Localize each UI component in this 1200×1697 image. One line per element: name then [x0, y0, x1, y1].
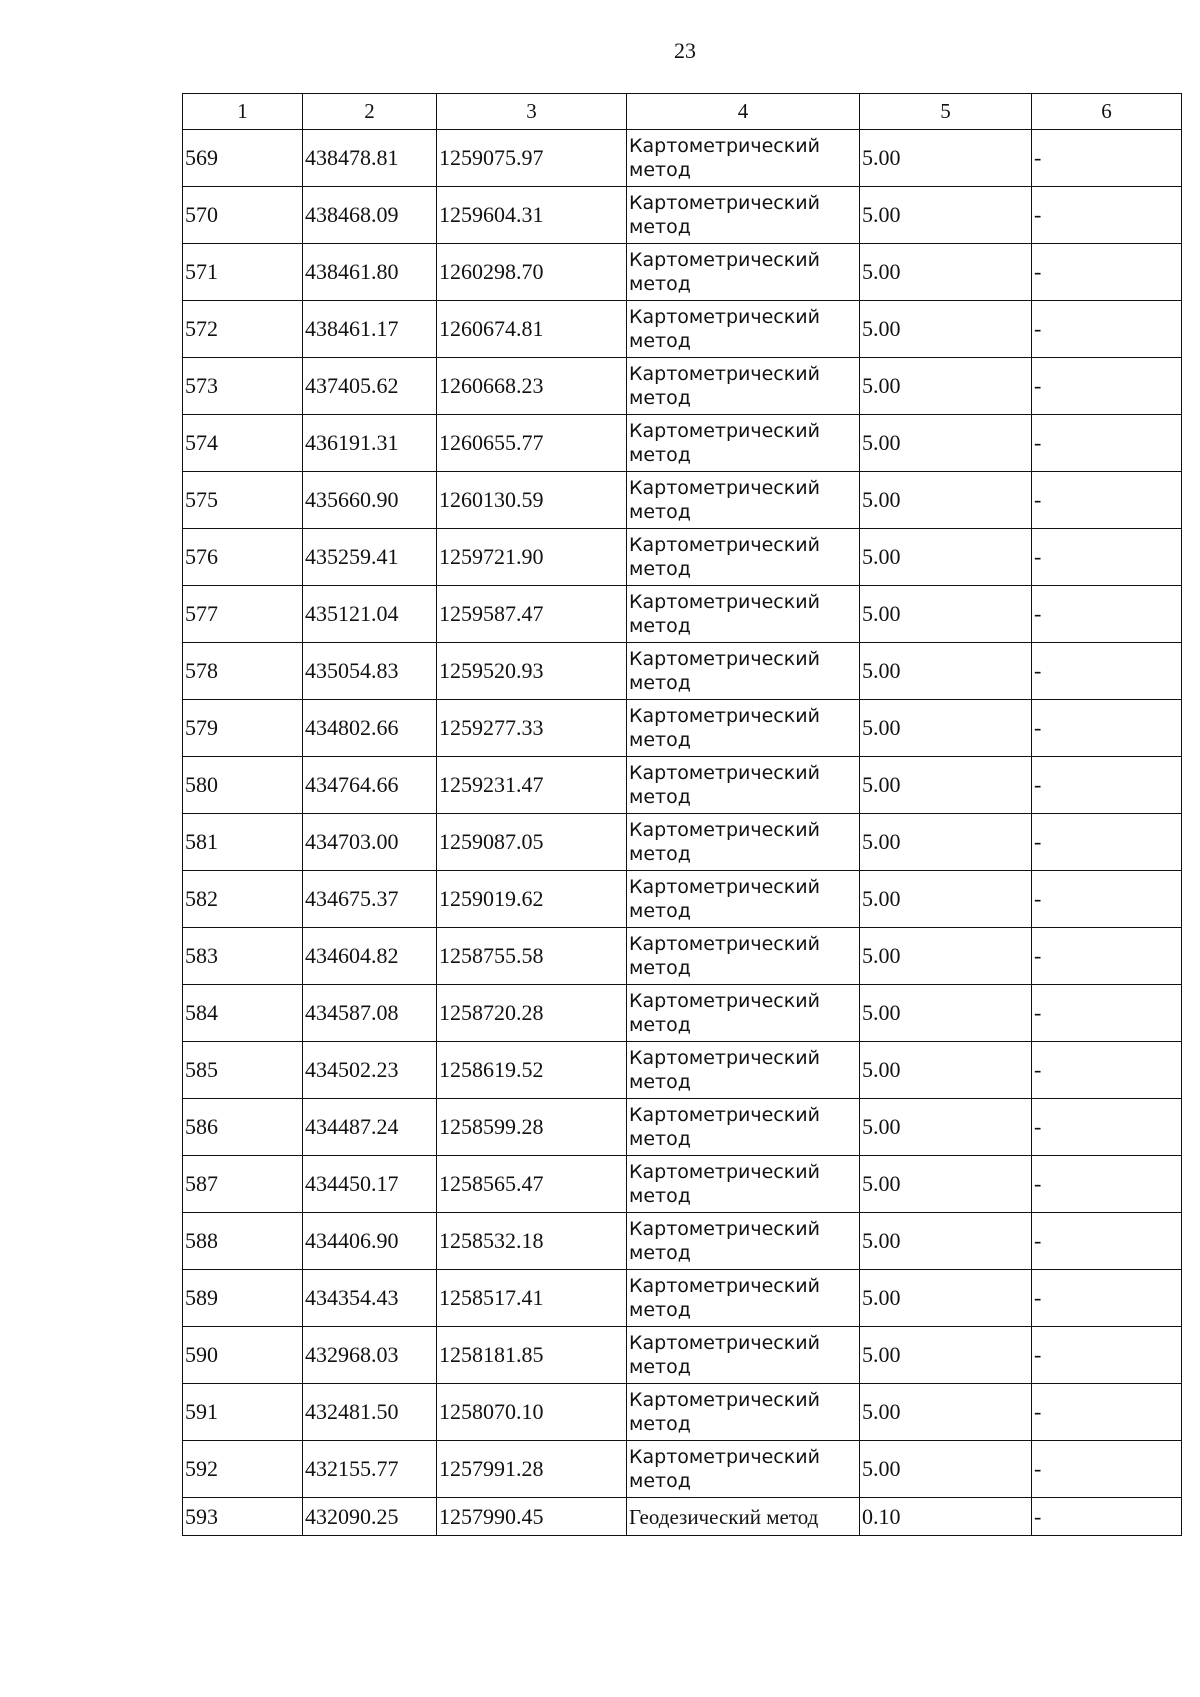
- method-cell: Картометрический метод: [627, 985, 860, 1042]
- table-row: [183, 928, 1182, 985]
- note-cell: -: [1032, 985, 1182, 1042]
- y-coordinate-cell: 1259087.05: [437, 814, 627, 871]
- accuracy-cell: 5.00: [860, 1384, 1032, 1441]
- y-coordinate-cell: 1257990.45: [437, 1498, 627, 1536]
- x-coordinate-cell: 438468.09: [303, 187, 437, 244]
- method-cell: Геодезический метод: [627, 1498, 860, 1536]
- point-number-cell: 571: [183, 244, 303, 301]
- x-coordinate-cell: 437405.62: [303, 358, 437, 415]
- accuracy-cell: 0.10: [860, 1498, 1032, 1536]
- note-cell: -: [1032, 586, 1182, 643]
- point-number-cell: 582: [183, 871, 303, 928]
- y-coordinate-cell: 1258599.28: [437, 1099, 627, 1156]
- accuracy-cell: 5.00: [860, 814, 1032, 871]
- column-header-3: 3: [437, 94, 627, 130]
- note-cell: -: [1032, 1270, 1182, 1327]
- x-coordinate-cell: 435259.41: [303, 529, 437, 586]
- table-row: [183, 985, 1182, 1042]
- y-coordinate-cell: 1260674.81: [437, 301, 627, 358]
- method-cell: Картометрический метод: [627, 301, 860, 358]
- note-cell: -: [1032, 700, 1182, 757]
- accuracy-cell: 5.00: [860, 1213, 1032, 1270]
- table-body: [183, 130, 1182, 1536]
- x-coordinate-cell: 432968.03: [303, 1327, 437, 1384]
- point-number-cell: 577: [183, 586, 303, 643]
- table-row: [183, 301, 1182, 358]
- point-number-cell: 587: [183, 1156, 303, 1213]
- table-row: [183, 1213, 1182, 1270]
- note-cell: -: [1032, 1327, 1182, 1384]
- method-cell: Картометрический метод: [627, 700, 860, 757]
- y-coordinate-cell: 1258720.28: [437, 985, 627, 1042]
- table-row: [183, 1498, 1182, 1536]
- method-cell: Картометрический метод: [627, 871, 860, 928]
- accuracy-cell: 5.00: [860, 1042, 1032, 1099]
- note-cell: -: [1032, 1384, 1182, 1441]
- table-row: [183, 472, 1182, 529]
- note-cell: -: [1032, 244, 1182, 301]
- method-cell: Картометрический метод: [627, 1327, 860, 1384]
- header-row: [183, 94, 1182, 130]
- y-coordinate-cell: 1259604.31: [437, 187, 627, 244]
- table-row: [183, 700, 1182, 757]
- method-cell: Картометрический метод: [627, 415, 860, 472]
- note-cell: -: [1032, 871, 1182, 928]
- table-row: [183, 814, 1182, 871]
- method-cell: Картометрический метод: [627, 814, 860, 871]
- x-coordinate-cell: 438461.80: [303, 244, 437, 301]
- table-row: [183, 1270, 1182, 1327]
- x-coordinate-cell: 432090.25: [303, 1498, 437, 1536]
- point-number-cell: 589: [183, 1270, 303, 1327]
- note-cell: -: [1032, 814, 1182, 871]
- note-cell: -: [1032, 301, 1182, 358]
- y-coordinate-cell: 1260655.77: [437, 415, 627, 472]
- point-number-cell: 584: [183, 985, 303, 1042]
- point-number-cell: 592: [183, 1441, 303, 1498]
- note-cell: -: [1032, 1498, 1182, 1536]
- x-coordinate-cell: 432481.50: [303, 1384, 437, 1441]
- method-cell: Картометрический метод: [627, 1042, 860, 1099]
- note-cell: -: [1032, 415, 1182, 472]
- method-cell: Картометрический метод: [627, 358, 860, 415]
- x-coordinate-cell: 432155.77: [303, 1441, 437, 1498]
- y-coordinate-cell: 1260668.23: [437, 358, 627, 415]
- accuracy-cell: 5.00: [860, 130, 1032, 187]
- page-number: 23: [674, 38, 696, 63]
- x-coordinate-cell: 435054.83: [303, 643, 437, 700]
- accuracy-cell: 5.00: [860, 586, 1032, 643]
- table-row: [183, 187, 1182, 244]
- y-coordinate-cell: 1258070.10: [437, 1384, 627, 1441]
- point-number-cell: 580: [183, 757, 303, 814]
- y-coordinate-cell: 1259019.62: [437, 871, 627, 928]
- x-coordinate-cell: 438478.81: [303, 130, 437, 187]
- table-row: [183, 244, 1182, 301]
- x-coordinate-cell: 434406.90: [303, 1213, 437, 1270]
- note-cell: -: [1032, 1099, 1182, 1156]
- x-coordinate-cell: 435660.90: [303, 472, 437, 529]
- accuracy-cell: 5.00: [860, 928, 1032, 985]
- method-cell: Картометрический метод: [627, 1384, 860, 1441]
- table-row: [183, 757, 1182, 814]
- point-number-cell: 591: [183, 1384, 303, 1441]
- point-number-cell: 573: [183, 358, 303, 415]
- method-cell: Картометрический метод: [627, 472, 860, 529]
- column-header-1: 1: [183, 94, 303, 130]
- column-header-4: 4: [627, 94, 860, 130]
- point-number-cell: 574: [183, 415, 303, 472]
- point-number-cell: 579: [183, 700, 303, 757]
- method-cell: Картометрический метод: [627, 1156, 860, 1213]
- point-number-cell: 590: [183, 1327, 303, 1384]
- method-cell: Картометрический метод: [627, 928, 860, 985]
- column-header-5: 5: [860, 94, 1032, 130]
- note-cell: -: [1032, 529, 1182, 586]
- table-row: [183, 529, 1182, 586]
- note-cell: -: [1032, 130, 1182, 187]
- accuracy-cell: 5.00: [860, 301, 1032, 358]
- accuracy-cell: 5.00: [860, 187, 1032, 244]
- table-row: [183, 1156, 1182, 1213]
- accuracy-cell: 5.00: [860, 1270, 1032, 1327]
- note-cell: -: [1032, 358, 1182, 415]
- point-number-cell: 593: [183, 1498, 303, 1536]
- x-coordinate-cell: 434604.82: [303, 928, 437, 985]
- method-cell: Картометрический метод: [627, 757, 860, 814]
- accuracy-cell: 5.00: [860, 358, 1032, 415]
- table-row: [183, 358, 1182, 415]
- coordinates-table: [182, 93, 1182, 1536]
- x-coordinate-cell: 434487.24: [303, 1099, 437, 1156]
- x-coordinate-cell: 434703.00: [303, 814, 437, 871]
- method-cell: Картометрический метод: [627, 1441, 860, 1498]
- method-cell: Картометрический метод: [627, 1213, 860, 1270]
- table-row: [183, 415, 1182, 472]
- method-cell: Картометрический метод: [627, 1099, 860, 1156]
- y-coordinate-cell: 1260298.70: [437, 244, 627, 301]
- accuracy-cell: 5.00: [860, 643, 1032, 700]
- note-cell: -: [1032, 928, 1182, 985]
- table-row: [183, 130, 1182, 187]
- y-coordinate-cell: 1259587.47: [437, 586, 627, 643]
- y-coordinate-cell: 1258755.58: [437, 928, 627, 985]
- x-coordinate-cell: 436191.31: [303, 415, 437, 472]
- note-cell: -: [1032, 643, 1182, 700]
- y-coordinate-cell: 1258619.52: [437, 1042, 627, 1099]
- y-coordinate-cell: 1259721.90: [437, 529, 627, 586]
- y-coordinate-cell: 1259075.97: [437, 130, 627, 187]
- x-coordinate-cell: 434802.66: [303, 700, 437, 757]
- table-row: [183, 586, 1182, 643]
- method-cell: Картометрический метод: [627, 1270, 860, 1327]
- y-coordinate-cell: 1259231.47: [437, 757, 627, 814]
- point-number-cell: 583: [183, 928, 303, 985]
- y-coordinate-cell: 1258565.47: [437, 1156, 627, 1213]
- point-number-cell: 585: [183, 1042, 303, 1099]
- point-number-cell: 569: [183, 130, 303, 187]
- point-number-cell: 570: [183, 187, 303, 244]
- note-cell: -: [1032, 187, 1182, 244]
- x-coordinate-cell: 434450.17: [303, 1156, 437, 1213]
- note-cell: -: [1032, 1213, 1182, 1270]
- column-header-2: 2: [303, 94, 437, 130]
- x-coordinate-cell: 434587.08: [303, 985, 437, 1042]
- accuracy-cell: 5.00: [860, 757, 1032, 814]
- table-header: [183, 94, 1182, 130]
- accuracy-cell: 5.00: [860, 1156, 1032, 1213]
- method-cell: Картометрический метод: [627, 586, 860, 643]
- accuracy-cell: 5.00: [860, 985, 1032, 1042]
- table-row: [183, 1441, 1182, 1498]
- x-coordinate-cell: 434764.66: [303, 757, 437, 814]
- y-coordinate-cell: 1260130.59: [437, 472, 627, 529]
- method-cell: Картометрический метод: [627, 529, 860, 586]
- accuracy-cell: 5.00: [860, 415, 1032, 472]
- x-coordinate-cell: 438461.17: [303, 301, 437, 358]
- table-row: [183, 643, 1182, 700]
- point-number-cell: 586: [183, 1099, 303, 1156]
- method-cell: Картометрический метод: [627, 130, 860, 187]
- accuracy-cell: 5.00: [860, 1441, 1032, 1498]
- point-number-cell: 578: [183, 643, 303, 700]
- method-cell: Картометрический метод: [627, 187, 860, 244]
- accuracy-cell: 5.00: [860, 529, 1032, 586]
- table-row: [183, 1099, 1182, 1156]
- point-number-cell: 588: [183, 1213, 303, 1270]
- note-cell: -: [1032, 1441, 1182, 1498]
- y-coordinate-cell: 1258517.41: [437, 1270, 627, 1327]
- x-coordinate-cell: 434502.23: [303, 1042, 437, 1099]
- accuracy-cell: 5.00: [860, 1327, 1032, 1384]
- y-coordinate-cell: 1259520.93: [437, 643, 627, 700]
- x-coordinate-cell: 435121.04: [303, 586, 437, 643]
- point-number-cell: 576: [183, 529, 303, 586]
- accuracy-cell: 5.00: [860, 472, 1032, 529]
- accuracy-cell: 5.00: [860, 871, 1032, 928]
- accuracy-cell: 5.00: [860, 1099, 1032, 1156]
- accuracy-cell: 5.00: [860, 700, 1032, 757]
- column-header-6: 6: [1032, 94, 1182, 130]
- point-number-cell: 575: [183, 472, 303, 529]
- y-coordinate-cell: 1258181.85: [437, 1327, 627, 1384]
- point-number-cell: 572: [183, 301, 303, 358]
- table-row: [183, 1327, 1182, 1384]
- note-cell: -: [1032, 1042, 1182, 1099]
- note-cell: -: [1032, 472, 1182, 529]
- note-cell: -: [1032, 1156, 1182, 1213]
- table-row: [183, 1384, 1182, 1441]
- method-cell: Картометрический метод: [627, 643, 860, 700]
- note-cell: -: [1032, 757, 1182, 814]
- y-coordinate-cell: 1258532.18: [437, 1213, 627, 1270]
- y-coordinate-cell: 1257991.28: [437, 1441, 627, 1498]
- y-coordinate-cell: 1259277.33: [437, 700, 627, 757]
- x-coordinate-cell: 434354.43: [303, 1270, 437, 1327]
- x-coordinate-cell: 434675.37: [303, 871, 437, 928]
- method-cell: Картометрический метод: [627, 244, 860, 301]
- accuracy-cell: 5.00: [860, 244, 1032, 301]
- table-row: [183, 871, 1182, 928]
- point-number-cell: 581: [183, 814, 303, 871]
- table-row: [183, 1042, 1182, 1099]
